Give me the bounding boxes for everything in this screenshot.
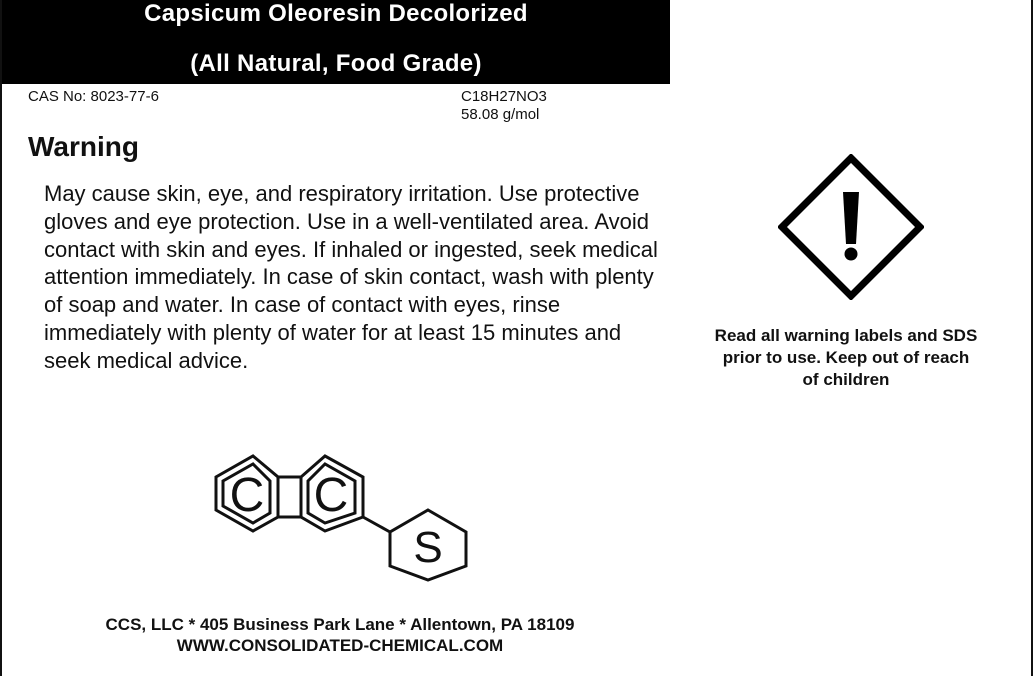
company-website: WWW.CONSOLIDATED-CHEMICAL.COM xyxy=(176,636,504,655)
signal-word: Warning xyxy=(28,131,139,162)
logo-letter-c2: C xyxy=(313,469,349,522)
product-subtitle: (All Natural, Food Grade) xyxy=(190,50,482,77)
company-logo xyxy=(208,436,474,586)
molecular-formula: C18H27NO3 xyxy=(461,88,547,105)
product-title: Capsicum Oleoresin Decolorized xyxy=(144,0,528,27)
company-address: CCS, LLC * 405 Business Park Lane * Allentown, PA 18109 xyxy=(105,615,575,634)
molecular-weight: 58.08 g/mol xyxy=(461,106,540,123)
logo-letter-s: S xyxy=(413,523,443,572)
cas-number: CAS No: 8023-77-6 xyxy=(28,88,159,105)
logo-letter-c1: C xyxy=(229,469,265,522)
safety-advice: Read all warning labels and SDS prior to use. Keep out of reach of children xyxy=(714,326,978,389)
exclamation-mark-diamond-icon xyxy=(778,154,924,300)
title-bar xyxy=(2,0,670,84)
hazard-statement: May cause skin, eye, and respiratory irritation. Use protective gloves and eye protection. Use in a well-ventilated area. Avoid contact with skin and eyes. If inhaled or ingested, seek medical attention immediately. In case of skin contact, wash with plenty of soap and water. In case of contact with eyes, rinse immediately with plenty of water for at least 15 minutes and seek medical advice. xyxy=(44,181,658,373)
